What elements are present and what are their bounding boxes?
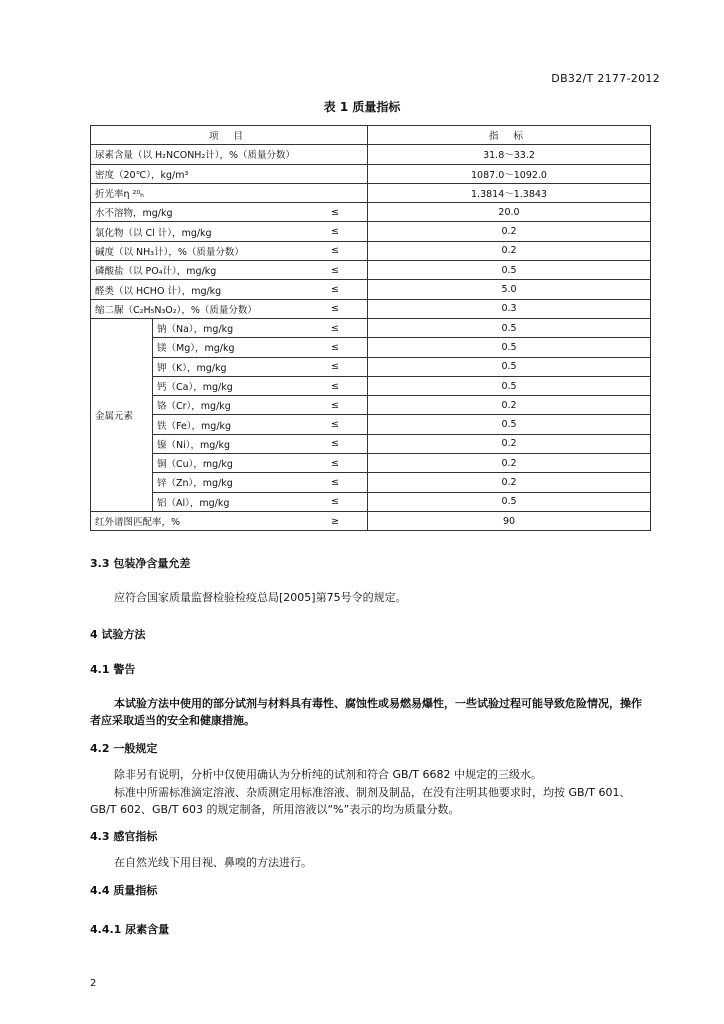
row-item: 镍（Ni），mg/kg: [153, 434, 298, 453]
row-item: 缩二脲（C₂H₅N₃O₂），%（质量分数）: [91, 299, 298, 318]
table-row: [91, 261, 651, 280]
row-value: 0.5: [368, 357, 651, 376]
row-value: 31.8～33.2: [368, 145, 651, 164]
row-value: 20.0: [368, 203, 651, 222]
section-4-title: 4 试验方法: [90, 628, 146, 641]
table-row: [91, 396, 651, 415]
table-header-row: [91, 126, 651, 145]
row-item: 铜（Cu），mg/kg: [153, 454, 298, 473]
row-value: 0.2: [368, 222, 651, 241]
row-comparator: ≤: [298, 434, 368, 453]
row-comparator: ≤: [298, 338, 368, 357]
section-4-1-text: 本试验方法中使用的部分试剂与材料具有毒性、腐蚀性或易燃易爆性，一些试验过程可能导致危险情况，操作者应采取适当的安全和健康措施。: [90, 697, 642, 727]
row-item: 铝（Al），mg/kg: [153, 492, 298, 511]
row-value: 0.2: [368, 473, 651, 492]
table-row: [91, 222, 651, 241]
table-row: [91, 492, 651, 511]
table-row: [91, 280, 651, 299]
row-comparator: ≤: [298, 299, 368, 318]
row-value: 0.5: [368, 261, 651, 280]
row-item: 碱度（以 NH₃计），%（质量分数）: [91, 241, 298, 260]
header-item: 项 目: [91, 126, 368, 145]
row-item: 钠（Na），mg/kg: [153, 318, 298, 337]
row-value: 0.5: [368, 415, 651, 434]
row-comparator: ≤: [298, 396, 368, 415]
row-comparator: ≥: [298, 511, 368, 530]
table-row: [91, 203, 651, 222]
section-4-4-1-title: 4.4.1 尿素含量: [90, 923, 170, 936]
row-value: 0.2: [368, 396, 651, 415]
row-comparator: ≤: [298, 492, 368, 511]
row-item: 氯化物（以 Cl 计），mg/kg: [91, 222, 298, 241]
row-comparator: ≤: [298, 318, 368, 337]
row-comparator: ≤: [298, 280, 368, 299]
table-row: [91, 145, 651, 164]
row-item: 铬（Cr），mg/kg: [153, 396, 298, 415]
row-comparator: ≤: [298, 222, 368, 241]
row-comparator: ≤: [298, 454, 368, 473]
row-value: 1087.0～1092.0: [368, 164, 651, 183]
row-value: 0.5: [368, 376, 651, 395]
section-4-1-title: 4.1 警告: [90, 663, 136, 676]
table-row: [91, 376, 651, 395]
row-comparator: ≤: [298, 241, 368, 260]
header-value: 指 标: [368, 126, 651, 145]
row-comparator: ≤: [298, 203, 368, 222]
row-item: 红外谱图匹配率，%: [91, 511, 298, 530]
row-item: 醛类（以 HCHO 计），mg/kg: [91, 280, 298, 299]
section-3-3-text: 应符合国家质量监督检验检疫总局[2005]第75号令的规定。: [114, 591, 407, 604]
standard-code: DB32/T 2177-2012: [551, 72, 660, 85]
row-comparator: ≤: [298, 261, 368, 280]
row-item: 钙（Ca），mg/kg: [153, 376, 298, 395]
row-item: 锌（Zn），mg/kg: [153, 473, 298, 492]
section-4-2-title: 4.2 一般规定: [90, 742, 158, 755]
section-4-3-title: 4.3 感官指标: [90, 830, 158, 843]
row-comparator: ≤: [298, 357, 368, 376]
row-value: 0.5: [368, 492, 651, 511]
row-value: 0.3: [368, 299, 651, 318]
row-item: 磷酸盐（以 PO₄计），mg/kg: [91, 261, 298, 280]
section-4-2-para-2: 标准中所需标准滴定溶液、杂质测定用标准溶液、制剂及制品，在没有注明其他要求时，均按 GB/T 601、GB/T 602、GB/T 603 的规定制备，所用溶液以“%”表示的均为质量分数。: [90, 786, 631, 816]
table-row: [91, 299, 651, 318]
section-4-4-title: 4.4 质量指标: [90, 884, 158, 897]
row-comparator: [298, 145, 368, 164]
table-row: [91, 241, 651, 260]
quality-index-table: [90, 125, 651, 531]
row-item: 铁（Fe），mg/kg: [153, 415, 298, 434]
row-value: 0.5: [368, 338, 651, 357]
row-item: 镁（Mg），mg/kg: [153, 338, 298, 357]
row-value: 1.3814～1.3843: [368, 183, 651, 202]
table-caption: 表 1 质量指标: [323, 100, 401, 114]
section-3-3-title: 3.3 包装净含量允差: [90, 557, 191, 570]
row-item: 密度（20℃），kg/m³: [91, 164, 298, 183]
row-comparator: ≤: [298, 415, 368, 434]
metal-group-label: 金属元素: [91, 318, 153, 511]
row-item: 水不溶物，mg/kg: [91, 203, 298, 222]
row-value: 0.2: [368, 241, 651, 260]
row-item: 折光率η ²⁰ₕ: [91, 183, 298, 202]
row-comparator: ≤: [298, 473, 368, 492]
table-row: [91, 183, 651, 202]
row-comparator: ≤: [298, 376, 368, 395]
row-value: 0.2: [368, 434, 651, 453]
table-row: [91, 473, 651, 492]
table-row: [91, 357, 651, 376]
page-number: 2: [90, 978, 97, 989]
table-row: [91, 434, 651, 453]
row-value: 0.5: [368, 318, 651, 337]
row-comparator: [298, 183, 368, 202]
table-row: [91, 164, 651, 183]
row-value: 0.2: [368, 454, 651, 473]
row-value: 5.0: [368, 280, 651, 299]
table-row: [91, 338, 651, 357]
section-4-2-para-1: 除非另有说明，分析中仅使用确认为分析纯的试剂和符合 GB/T 6682 中规定的三级水。: [114, 768, 542, 781]
row-item: 钾（K），mg/kg: [153, 357, 298, 376]
section-4-3-text: 在自然光线下用目视、鼻嗅的方法进行。: [114, 856, 312, 869]
row-item: 尿素含量（以 H₂NCONH₂计），%（质量分数）: [91, 145, 298, 164]
row-value: 90: [368, 511, 651, 530]
table-row: [91, 454, 651, 473]
table-row: [91, 318, 651, 337]
table-row: [91, 511, 651, 530]
row-comparator: [298, 164, 368, 183]
table-row: [91, 415, 651, 434]
